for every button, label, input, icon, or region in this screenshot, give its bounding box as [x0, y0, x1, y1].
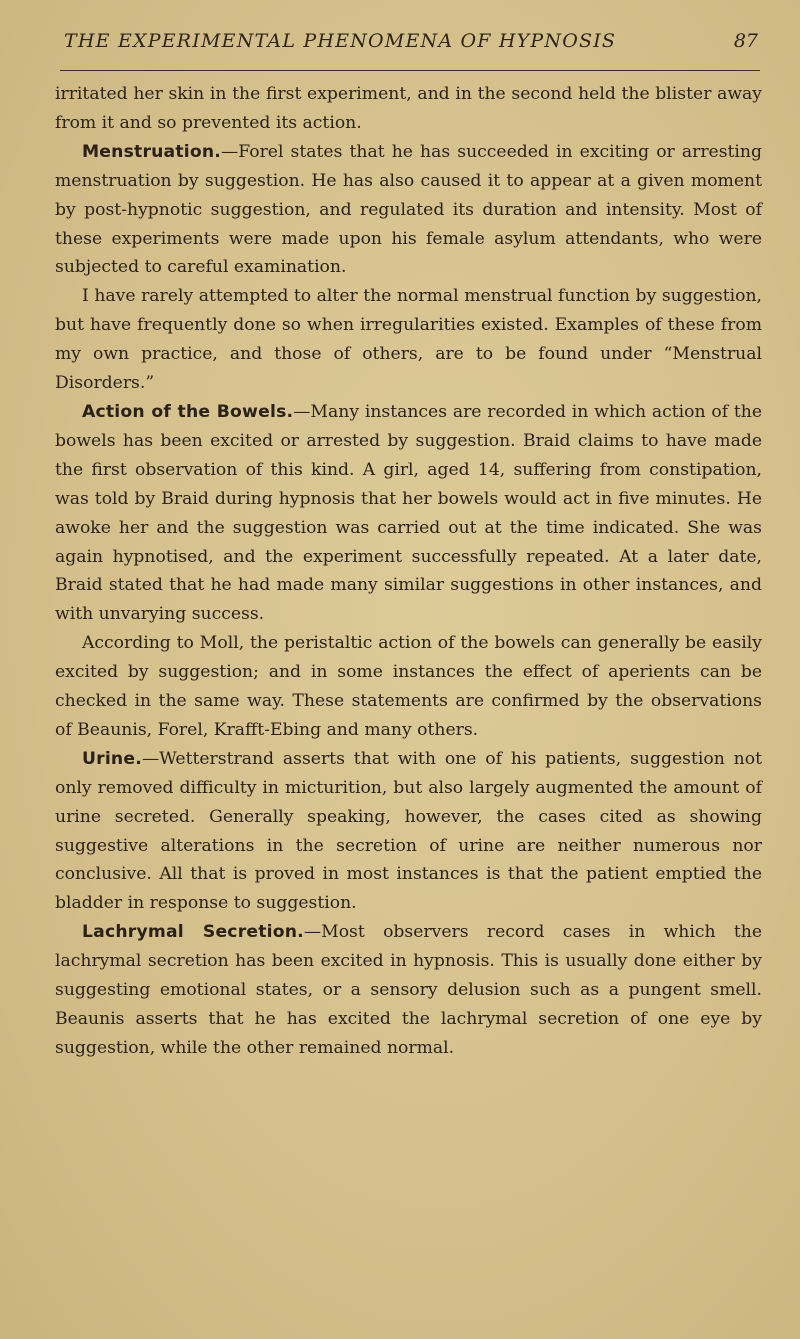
header-rule	[60, 70, 760, 71]
paragraph-text: irritated her skin in the first experiment, and in the second held the blister away from it and so prevented its action.	[55, 84, 762, 133]
paragraph-menstrual-function	[55, 282, 762, 398]
running-title: THE EXPERIMENTAL PHENOMENA OF HYPNOSIS	[64, 30, 617, 52]
paragraph-moll	[55, 629, 762, 745]
paragraph-text: According to Moll, the peristaltic action of the bowels can generally be easily excited by suggestion; and in some instances the effect of aperients can be checked in the same way. These statements are confirmed by the observations of Beaunis, Forel, Krafft-Ebing and many others.	[55, 633, 762, 740]
paragraph-action-of-bowels	[55, 398, 762, 629]
paragraph-text: —Most observers record cases in which the lachrymal secretion has been excited in hypnosis. This is usually done either by suggesting emotional states, or a sensory delusion such as a pungent smell. Beaunis asserts that he has excited the lachrymal secretion of one eye by suggestion, while the other remained normal.	[55, 922, 763, 1058]
paragraph-menstruation	[55, 138, 762, 283]
section-heading-action-of-bowels: Action of the Bowels.	[82, 401, 294, 422]
section-heading-lachrymal-secretion: Lachrymal Secretion.	[82, 922, 304, 943]
paragraph-text: —Many instances are recorded in which action of the bowels has been excited or arrested by suggestion. Braid claims to have made the first observation of this kind. A girl, aged 14, suffering from constipation, was told by Braid during hypnosis that her bowels would act in five minutes. He awoke her and the suggestion was carried out at the time indicated. She was again hypnotised, and the experiment successfully repeated. At a later date, Braid stated that he had made many similar suggestions in other instances, and with unvarying success.	[55, 401, 762, 625]
section-heading-menstruation: Menstruation.	[82, 141, 222, 162]
paragraph-lachrymal-secretion	[55, 918, 762, 1063]
paragraph-blister-continuation	[55, 80, 762, 138]
paragraph-text: I have rarely attempted to alter the normal menstrual function by suggestion, but have frequently done so when irregularities existed. Examples of these from my own practice, and those of others, are to be found under “Menstrual Disorders.”	[55, 286, 762, 394]
body-text	[55, 80, 762, 1063]
running-head	[60, 22, 760, 62]
section-heading-urine: Urine.	[82, 748, 142, 769]
page-number: 87	[733, 30, 758, 52]
paragraph-text: —Forel states that he has succeeded in exciting or arresting menstruation by suggestion. He has also caused it to appear at a given moment by post-hypnotic suggestion, and regulated its duration and intensity. Most of these experiments were made upon his female asylum attendants, who were subjected to careful examination.	[55, 141, 762, 278]
paragraph-urine	[55, 745, 762, 918]
paragraph-text: —Wetterstrand asserts that with one of his patients, suggestion not only removed difficulty in micturition, but also largely augmented the amount of urine secreted. Generally speaking, however, the cases cited as showing suggestive alterations in the secretion of urine are neither numerous nor conclusive. All that is proved in most instances is that the patient emptied the bladder in response to suggestion.	[55, 748, 762, 914]
